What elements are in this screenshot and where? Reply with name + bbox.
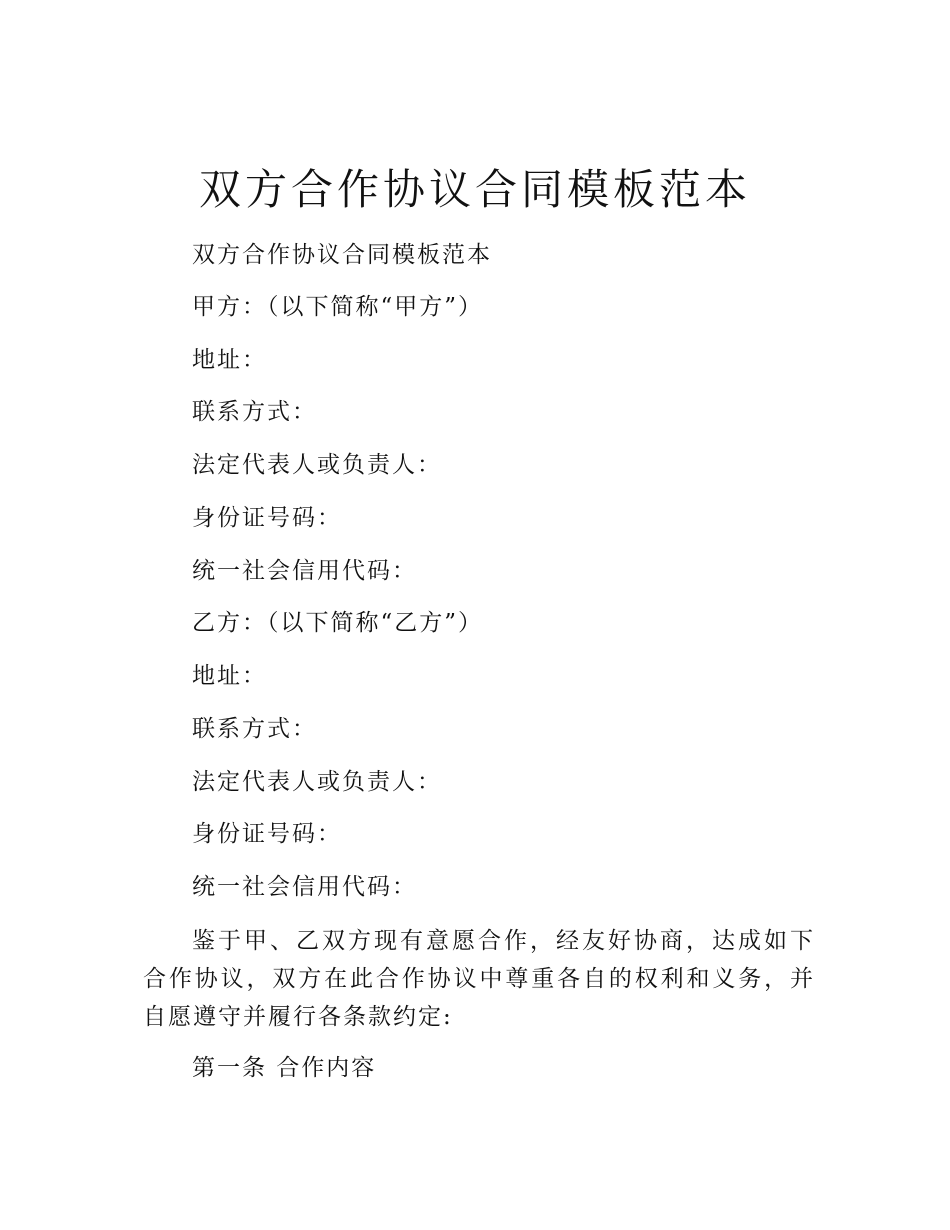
party-b-id-number: 身份证号码： [192, 821, 342, 847]
party-a-address: 地址： [192, 347, 267, 373]
subtitle-line: 双方合作协议合同模板范本 [192, 242, 492, 268]
party-a-credit-code: 统一社会信用代码： [192, 558, 417, 584]
party-a-id-number: 身份证号码： [192, 505, 342, 531]
party-a-contact: 联系方式： [192, 399, 317, 425]
party-b-contact: 联系方式： [192, 716, 317, 742]
preamble-paragraph: 鉴于甲、乙双方现有意愿合作，经友好协商，达成如下合作协议，双方在此合作协议中尊重各自的权利和义务，并自愿遵守并履行各条款约定: [143, 928, 815, 1030]
party-a-representative: 法定代表人或负责人： [192, 452, 442, 478]
party-a-line: 甲方：（以下简称“甲方”） [192, 294, 484, 320]
party-b-line: 乙方：（以下简称“乙方”） [192, 610, 484, 636]
party-b-representative: 法定代表人或负责人： [192, 769, 442, 795]
article-1-heading: 第一条 合作内容 [192, 1055, 377, 1081]
party-b-credit-code: 统一社会信用代码： [192, 874, 417, 900]
document-title: 双方合作协议合同模板范本 [198, 165, 751, 214]
party-b-address: 地址： [192, 663, 267, 689]
